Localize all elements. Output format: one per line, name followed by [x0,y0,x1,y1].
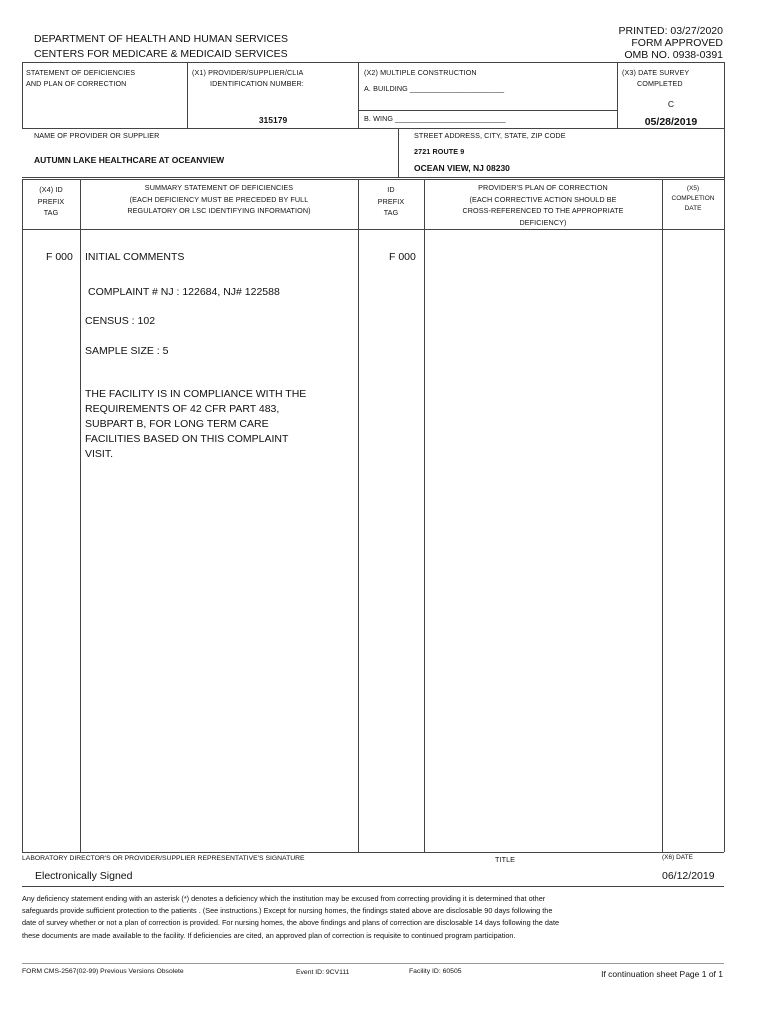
deficiency-tag-left: F 000 [46,251,73,263]
form-left-border-top [22,62,23,128]
sample-size: SAMPLE SIZE : 5 [85,345,169,357]
provider-name: AUTUMN LAKE HEALTHCARE AT OCEANVIEW [34,155,225,165]
provider-row-bottom-line-2 [22,179,724,180]
wing-label: B. WING ___________________________ [364,114,506,123]
form-number: FORM CMS-2567(02-99) Previous Versions Obsolete [22,968,184,975]
title-label: TITLE [495,855,516,864]
signature-date: 06/12/2019 [662,870,715,882]
plan-of-correction-header: PROVIDER'S PLAN OF CORRECTION (EACH CORRECTIVE ACTION SHOULD BE CROSS-REFERENCED TO THE APPROPRIATE DEFICIENCY) [462,183,624,227]
statement-label-2: AND PLAN OF CORRECTION [26,79,127,88]
signature-row-bottom-line [22,886,724,887]
x3-label-1: (X3) DATE SURVEY [622,68,690,77]
department-title: DEPARTMENT OF HEALTH AND HUMAN SERVICES [34,33,288,45]
provider-address-divider [398,128,399,178]
building-wing-divider [359,110,617,111]
form-approved: FORM APPROVED [631,37,723,49]
form-top-border [22,62,724,63]
facility-id: Facility ID: 60505 [409,968,462,975]
column-divider-3 [424,179,425,852]
event-id: Event ID: 9CV111 [296,969,350,976]
divider-x2 [358,62,359,128]
address-line-1: 2721 ROUTE 9 [414,147,465,156]
disclaimer-text: Any deficiency statement ending with an asterisk (*) denotes a deficiency which the institution may be excused from correcting providing it is determined that other safeguards provide sufficient protection to the patients . (See instructions.) Except for nursing homes, the findings stated above are disclosable 90 days following the date of survey whether or not a plan of correction is provided. For nursing homes, the above findings and plans of correction are disclosable 14 days following the date these documents are made available to the facility. If deficiencies are cited, an approved plan of correction is requisite to continued program participation. [22,894,560,940]
column-header-bottom-line [22,229,724,230]
survey-completed-date: 05/28/2019 [644,116,698,128]
x1-provider-number: 315179 [258,115,288,125]
summary-header: SUMMARY STATEMENT OF DEFICIENCIES (EACH DEFICIENCY MUST BE PRECEDED BY FULL REGULATORY OR LSC IDENTIFYING INFORMATION) [127,183,311,215]
form-left-border-body [22,179,23,852]
electronic-signature: Electronically Signed [35,870,133,882]
provider-name-label: NAME OF PROVIDER OR SUPPLIER [34,131,160,140]
x4-id-header: (X4) ID PREFIX TAG [37,185,65,217]
x2-label: (X2) MULTIPLE CONSTRUCTION [364,68,477,77]
deficiency-tag-right: F 000 [389,251,416,263]
address-label: STREET ADDRESS, CITY, STATE, ZIP CODE [414,131,566,140]
x1-label-1: (X1) PROVIDER/SUPPLIER/CLIA [192,68,304,77]
x3-label-2: COMPLETED [637,79,683,88]
centers-title: CENTERS FOR MEDICARE & MEDICAID SERVICES [34,48,288,60]
statement-label-1: STATEMENT OF DEFICIENCIES [26,68,136,77]
page-indicator: If continuation sheet Page 1 of 1 [601,969,723,979]
printed-date: PRINTED: 03/27/2020 [618,25,723,37]
complaint-numbers: COMPLAINT # NJ : 122684, NJ# 122588 [88,286,280,298]
census: CENSUS : 102 [85,315,156,327]
top-row-bottom-line [22,128,724,129]
x1-label-2: IDENTIFICATION NUMBER: [210,79,304,88]
signature-label: LABORATORY DIRECTOR'S OR PROVIDER/SUPPLIER REPRESENTATIVE'S SIGNATURE [22,855,305,862]
omb-number: OMB NO. 0938-0391 [624,49,723,61]
id-prefix-header: ID PREFIX TAG [377,185,405,217]
x3-code: C [667,99,675,109]
footer-line [22,963,724,964]
building-label: A. BUILDING _______________________ [364,84,505,93]
address-line-2: OCEAN VIEW, NJ 08230 [414,163,510,173]
form-right-border [724,62,725,852]
compliance-statement: THE FACILITY IS IN COMPLIANCE WITH THE REQUIREMENTS OF 42 CFR PART 483, SUBPART B, FOR LONG TERM CARE FACILITIES BASED ON THIS COMPLAINT VISIT. [85,388,307,460]
column-divider-4 [662,179,663,852]
body-bottom-line [22,852,724,853]
x6-date-label: (X6) DATE [662,854,693,861]
provider-row-bottom-line [22,177,724,178]
entry-title: INITIAL COMMENTS [85,251,185,263]
column-divider-1 [80,179,81,852]
completion-date-header: (X5) COMPLETION DATE [671,185,715,212]
column-divider-2 [358,179,359,852]
